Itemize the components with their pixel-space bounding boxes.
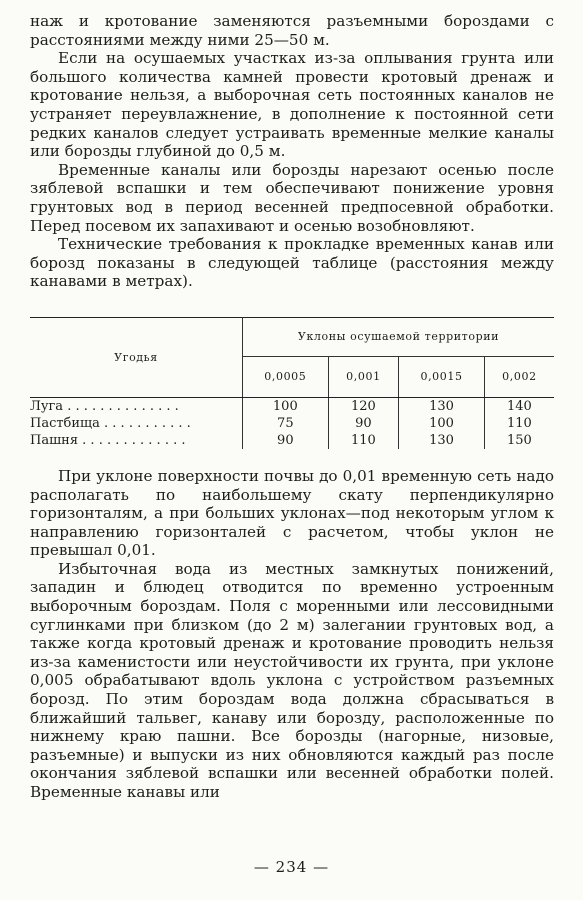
paragraph-3: Временные каналы или борозды нарезают осенью после зяблевой вспашки и тем обеспечивают понижение уровня грунтовых вод в период весенней предпосевной обработки. Перед посевом их запахивают и осенью возобновляют. <box>30 160 554 235</box>
column-header-land: Угодья <box>30 317 243 397</box>
table-row <box>30 415 554 432</box>
text-block-top <box>30 12 554 291</box>
paragraph-6: Избыточная вода из местных замкнутых понижений, западин и блюдец отводится по временно устроенным выборочным бороздам. Поля с моренными или лессовидными суглинками при близком (до 2 м) залегании грунтовых вод, а также когда кротовый дренаж и кротование проводить нельзя из-за каменистости или неустойчивости их грунта, при уклоне 0,005 обрабатывают вдоль уклона с устройством разъемных борозд. По этим бороздам вода должна сбрасываться в ближайший тальвег, канаву или борозду, расположенные по нижнему краю пашни. Все борозды (нагорные, низовые, разъемные) и выпуски из них обновляются каждый раз после окончания зяблевой вспашки или весенней обработки полей. Временные канавы или <box>30 559 554 801</box>
table-cell-value: 90 <box>328 415 399 432</box>
column-header-slope-3: 0,0015 <box>399 356 485 397</box>
table-cell-land: Пастбища . . . . . . . . . . . <box>30 415 191 431</box>
table-cell-value: 110 <box>484 415 554 432</box>
table-cell-value: 130 <box>399 397 485 415</box>
table-cell-value: 90 <box>243 432 329 449</box>
table-cell-value: 75 <box>243 415 329 432</box>
table-cell-value: 110 <box>328 432 399 449</box>
table-cell-value: 130 <box>399 432 485 449</box>
table-cell-land: Пашня . . . . . . . . . . . . . <box>30 432 186 448</box>
table-cell-land: Луга . . . . . . . . . . . . . . <box>30 398 179 414</box>
data-table <box>30 317 554 449</box>
table-row <box>30 397 554 415</box>
paragraph-5: При уклоне поверхности почвы до 0,01 временную сеть надо располагать по наибольшему скату перпендикулярно горизонталям, а при больших уклонах—под некоторым углом к направлению горизонталей с расчетом, чтобы уклон не превышал 0,01. <box>30 466 554 560</box>
column-header-slope-2: 0,001 <box>328 356 399 397</box>
column-header-slopes: Уклоны осушаемой территории <box>243 317 555 356</box>
table-cell-value: 120 <box>328 397 399 415</box>
table-cell-value: 100 <box>399 415 485 432</box>
table-cell-value: 150 <box>484 432 554 449</box>
column-header-slope-1: 0,0005 <box>243 356 329 397</box>
paragraph-2: Если на осушаемых участках из-за оплывания грунта или большого количества камней провести кротовый дренаж и кротование нельзя, а выборочная сеть постоянных каналов не устраняет переувлажнение, в дополнение к постоянной сети редких каналов следует устраивать временные мелкие каналы или борозды глубиной до 0,5 м. <box>30 49 554 161</box>
distance-table <box>30 317 554 449</box>
paragraph-1: наж и кротование заменяются разъемными бороздами с расстояниями между ними 25—50 м. <box>30 12 554 49</box>
table-cell-value: 140 <box>484 397 554 415</box>
table-row <box>30 432 554 449</box>
column-header-slope-4: 0,002 <box>484 356 554 397</box>
table-cell-value: 100 <box>243 397 329 415</box>
text-block-bottom <box>30 467 554 802</box>
paragraph-4: Технические требования к прокладке временных канав или борозд показаны в следующей таблице (расстояния между канавами в метрах). <box>30 235 554 291</box>
document-page <box>30 12 554 802</box>
page-number: — 234 — <box>253 858 330 876</box>
